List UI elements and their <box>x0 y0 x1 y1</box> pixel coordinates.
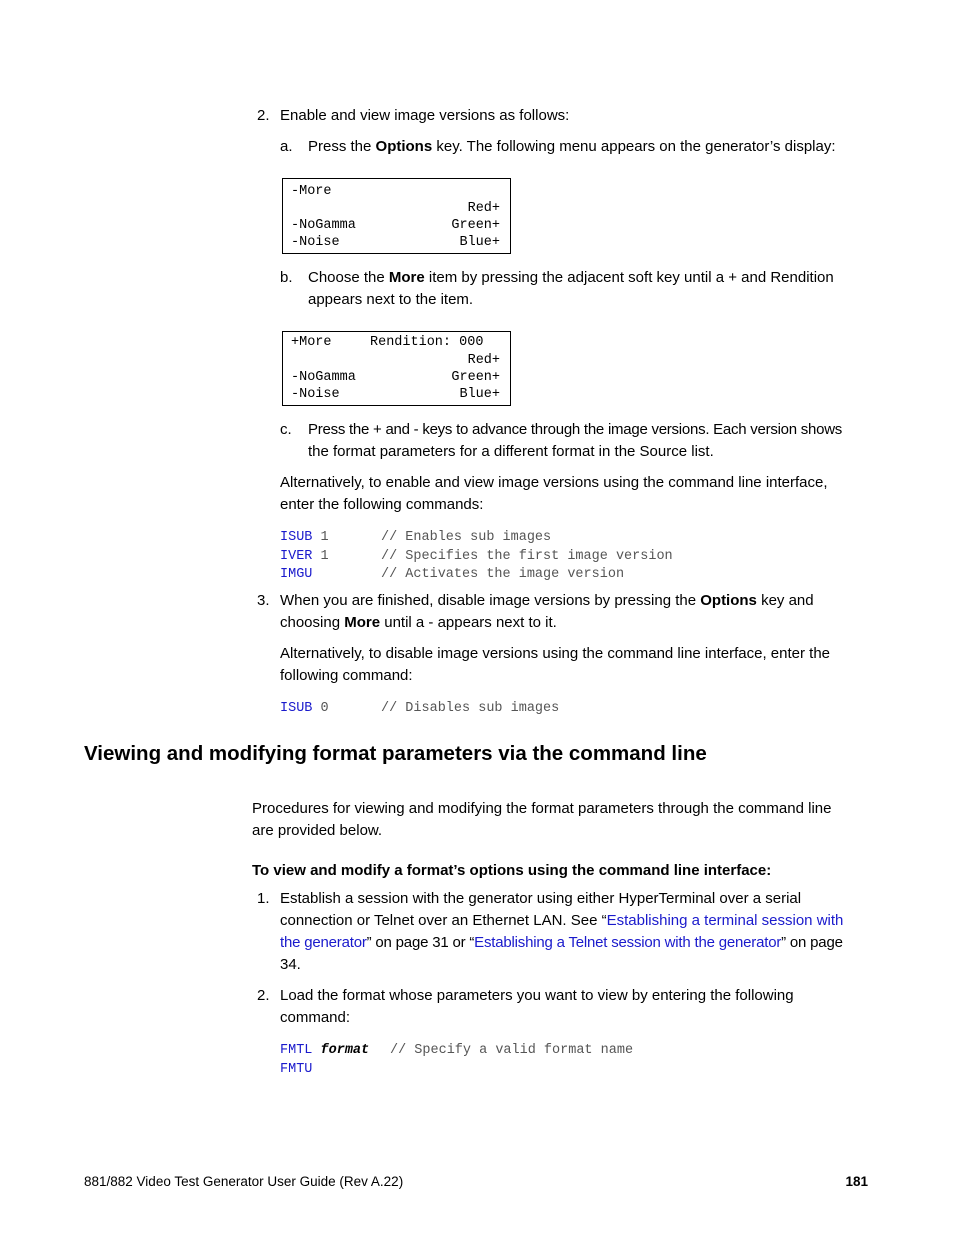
footer-title: 881/882 Video Test Generator User Guide (Rev A.22) <box>84 1174 404 1189</box>
code-line <box>280 1061 312 1080</box>
generator-display-menu <box>282 178 511 254</box>
code-line <box>280 1042 369 1061</box>
code-line: ISUB 0 <box>280 701 329 716</box>
display-item-green: Green+ <box>451 218 500 233</box>
substep-b-text: Choose the More item by pressing the adjacent soft key until a + and Rendition <box>308 269 834 286</box>
paragraph: Alternatively, to disable image versions using the command line interface, enter the <box>280 645 831 662</box>
substep-b-text-cont: appears next to the item. <box>308 291 474 308</box>
step-text: When you are finished, disable image versions by pressing the Options key and <box>280 592 814 609</box>
code-command: FMTL <box>280 1043 313 1058</box>
substep-label: a. <box>280 138 293 155</box>
section-intro-cont: are provided below. <box>252 822 383 839</box>
code-comment: // Specify a valid format name <box>390 1043 634 1058</box>
step-number: 1. <box>257 890 270 907</box>
display-item-blue: Blue+ <box>459 235 500 250</box>
substep-label: c. <box>280 421 292 438</box>
generator-display-rendition <box>282 331 511 406</box>
step-number: 2. <box>257 987 270 1004</box>
substep-a-text: Press the Options key. The following menu appears on the generator’s display: <box>308 138 836 155</box>
code-comment: // Specifies the first image version <box>381 549 673 564</box>
display-rendition: Rendition: 000 <box>370 335 484 350</box>
code-comment: // Enables sub images <box>381 530 552 545</box>
code-comment: // Disables sub images <box>381 701 560 716</box>
code-command: IMGU <box>280 567 313 582</box>
paragraph: enter the following commands: <box>280 496 484 513</box>
code-command: IVER <box>280 549 313 564</box>
display-item-nogamma: -NoGamma <box>291 218 356 233</box>
terminal-session-link[interactable]: Establishing a terminal session with <box>606 912 844 929</box>
code-command: ISUB <box>280 701 313 716</box>
display-item-more: +More <box>291 335 332 350</box>
paragraph: following command: <box>280 667 413 684</box>
step-number: 2. <box>257 107 270 124</box>
step-text: Establish a session with the generator using either HyperTerminal over a serial <box>280 890 802 907</box>
section-intro: Procedures for viewing and modifying the format parameters through the command line <box>252 800 832 817</box>
substep-label: b. <box>280 269 293 286</box>
telnet-session-link[interactable]: Establishing a Telnet session with the generator <box>474 934 782 951</box>
paragraph: Alternatively, to enable and view image versions using the command line interface, <box>280 474 828 491</box>
procedure-heading: To view and modify a format’s options using the command line interface: <box>252 862 772 879</box>
step-number: 3. <box>257 592 270 609</box>
display-item-nogamma: -NoGamma <box>291 370 356 385</box>
substep-c-text-cont: the format parameters for a different format in the Source list. <box>308 443 714 460</box>
step-text-cont: choosing More until a - appears next to it. <box>280 614 557 631</box>
page-number: 181 <box>845 1174 868 1189</box>
display-item-green: Green+ <box>451 370 500 385</box>
step-text-cont: 34. <box>280 956 301 973</box>
display-item-more: -More <box>291 184 332 199</box>
display-item-noise: -Noise <box>291 387 340 402</box>
substep-c-text: Press the + and - keys to advance through the image versions. Each version shows <box>308 421 843 438</box>
code-line: ISUB 1 <box>280 530 329 545</box>
step-text: Load the format whose parameters you want to view by entering the following <box>280 987 794 1004</box>
code-argument: format <box>320 1043 370 1058</box>
display-item-red: Red+ <box>467 201 500 216</box>
section-heading: Viewing and modifying format parameters via the command line <box>84 742 707 765</box>
display-item-noise: -Noise <box>291 235 340 250</box>
step-text-cont: connection or Telnet over an Ethernet LAN. See “Establishing a terminal session with <box>280 912 844 929</box>
options-key-label: Options <box>375 138 433 155</box>
code-comment: // Activates the image version <box>381 567 625 582</box>
code-line: IVER 1 <box>280 549 329 564</box>
code-command: FMTU <box>280 1062 313 1077</box>
code-command: ISUB <box>280 530 313 545</box>
more-item-label: More <box>388 269 425 286</box>
display-item-blue: Blue+ <box>459 387 500 402</box>
step-text-cont: the generator” on page 31 or “Establishing a Telnet session with the generator” on page <box>280 934 843 951</box>
terminal-session-link-cont[interactable]: the generator <box>280 934 367 951</box>
step-text: Enable and view image versions as follows: <box>280 107 570 124</box>
code-line <box>280 566 312 585</box>
display-item-red: Red+ <box>467 353 500 368</box>
step-text-cont: command: <box>280 1009 351 1026</box>
